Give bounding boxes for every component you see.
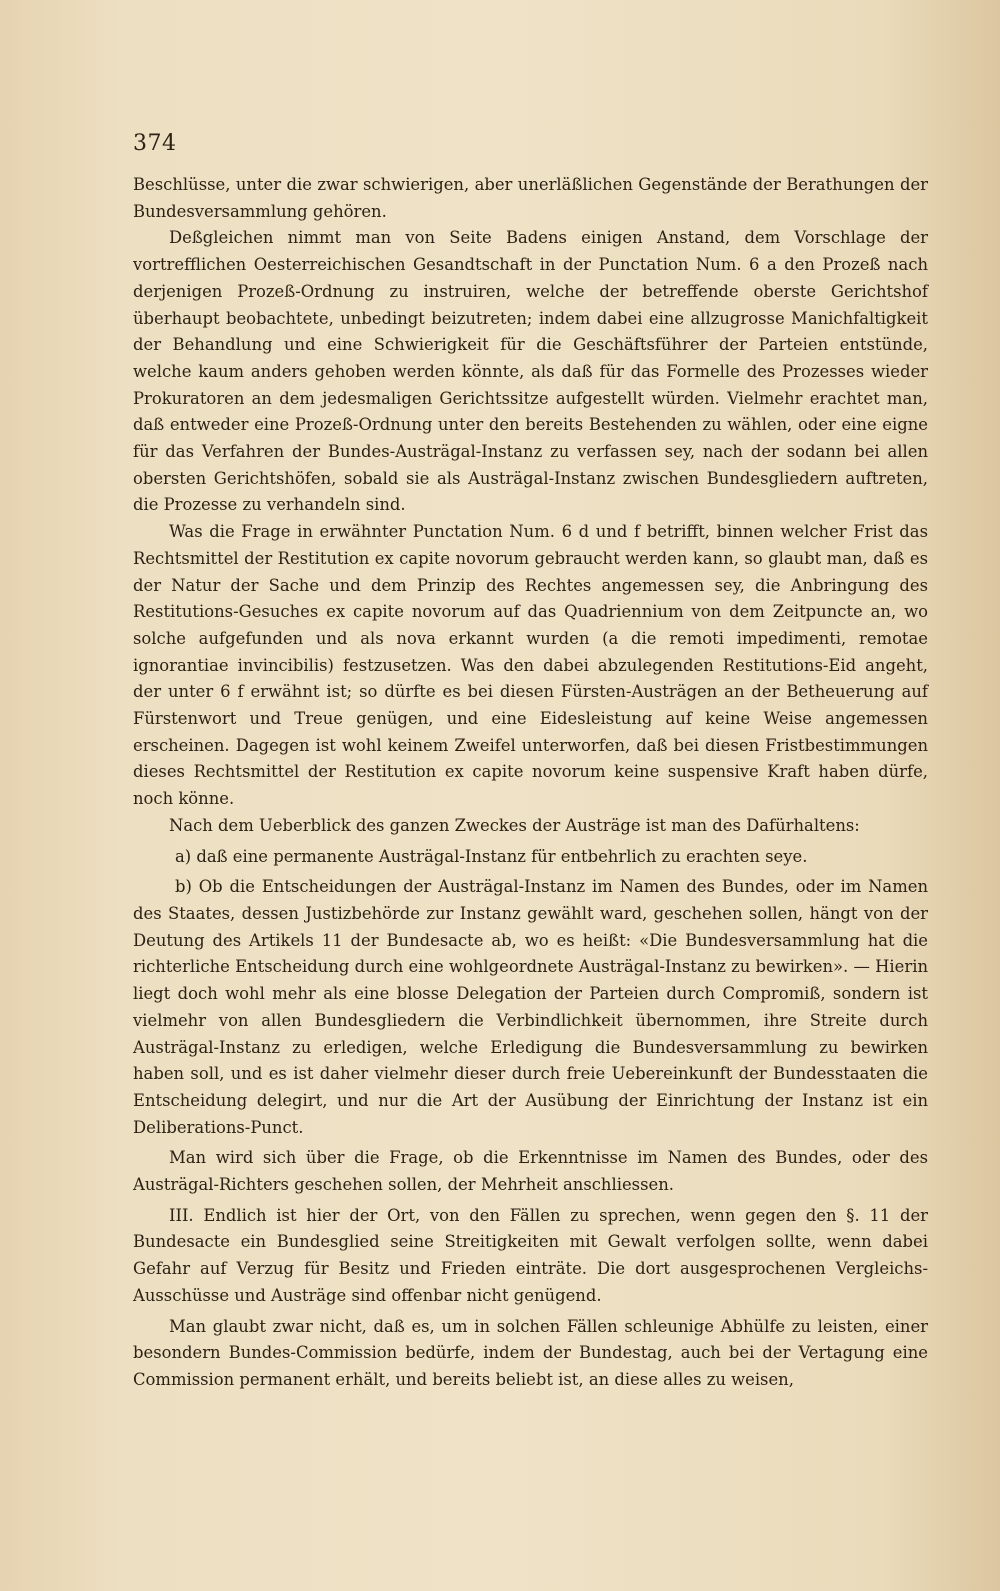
paragraph-decisions: Man wird sich über die Frage, ob die Erkenntnisse im Namen des Bundes, oder des Austrägal-Richters geschehen sollen, der Mehrheit anschliessen. [133,1148,928,1195]
paragraph-section-iii: III. Endlich ist hier der Ort, von den Fällen zu sprechen, wenn gegen den §. 11 der Bundesacte ein Bundesglied seine Streitigkeiten mit Gewalt verfolgen sollte, wenn dabei Gefahr auf Verzug für Besitz und Frieden einträte. Die dort ausgesprochenen Vergleichs-Ausschüsse und Austräge sind offenbar nicht genügend. [133,1205,928,1305]
list-item-a: a) daß eine permanente Austrägal-Instanz für entbehrlich zu erachten seye. [175,846,808,866]
paragraph-continuation: Beschlüsse, unter die zwar schwierigen, aber unerläßlichen Gegenstände der Berathungen der Bundesversammlung gehören. [133,175,928,221]
paragraph-overview: Nach dem Ueberblick des ganzen Zweckes der Austräge ist man des Dafürhaltens: [169,815,860,835]
page-number: 374 [133,131,177,156]
paragraph-restitution: Was die Frage in erwähnter Punctation Num. 6 d und f betrifft, binnen welcher Frist das Rechtsmittel der Restitution ex capite novorum gebraucht werden kann, so glaubt man, daß es der Natur der Sache und dem Prinzip des Rechtes angemessen sey, die Anbringung des Restitutions-Gesuches ex capite novorum auf das Quadriennium von dem Zeitpuncte an, wo solche aufgefunden und als nova erkannt wurden (a die remoti impedimenti, remotae ignorantiae invincibilis) festzusetzen. Was den dabei abzulegenden Restitutions-Eid angeht, der unter 6 f erwähnt ist; so dürfte es bei diesen Fürsten-Austrägen an der Betheuerung auf Fürstenwort und Treue genügen, und eine Eidesleistung auf keine Weise angemessen erscheinen. Dagegen ist wohl keinem Zweifel unterworfen, daß bei diesen Fristbestimmungen dieses Rechtsmittel der Restitution ex capite novorum keine suspensive Kraft haben dürfe, noch könne. [133,522,928,809]
list-item-b: b) Ob die Entscheidungen der Austrägal-Instanz im Namen des Bundes, oder im Namen des Staates, dessen Justizbehörde zur Instanz gewählt ward, geschehen sollen, hängt von der Deutung des Artikels 11 der Bundesacte ab, wo es heißt: «Die Bundesversammlung hat die richterliche Entscheidung durch eine wohlgeordnete Austrägal-Instanz zu bewirken». — Hierin liegt doch wohl mehr als eine blosse Delegation der Parteien durch Compromiß, sondern ist vielmehr von allen Bundesgliedern die Verbindlichkeit übernommen, ihre Streite durch Austrägal-Instanz zu erledigen, welche Erledigung die Bundesversammlung zu bewirken haben soll, und es ist daher vielmehr dieser durch freie Uebereinkunft der Bundesstaaten die Entscheidung delegirt, und nur die Art der Ausübung der Einrichtung der Instanz ist ein Deliberations-Punct. [133,877,928,1137]
paragraph-procedure: Deßgleichen nimmt man von Seite Badens einigen Anstand, dem Vorschlage der vortrefflichen Oesterreichischen Gesandtschaft in der Punctation Num. 6 a den Prozeß nach derjenigen Prozeß-Ordnung zu instruiren, welche der betreffende oberste Gerichtshof überhaupt beobachtete, unbedingt beizutreten; indem dabei eine allzugrosse Manichfaltigkeit der Behandlung und eine Schwierigkeit für die Geschäftsführer der Parteien entstünde, welche kaum anders gehoben werden könnte, als daß für das Formelle des Prozesses wieder Prokuratoren an dem jedesmaligen Gerichtssitze aufgestellt würden. Vielmehr erachtet man, daß entweder eine Prozeß-Ordnung unter den bereits Bestehenden zu wählen, oder eine eigne für das Verfahren der Bundes-Austrägal-Instanz zu verfassen sey, nach der sodann bei allen obersten Gerichtshöfen, sobald sie als Austrägal-Instanz zwischen Bundesgliedern auftreten, die Prozesse zu verhandeln sind. [133,228,928,515]
paragraph-commission: Man glaubt zwar nicht, daß es, um in solchen Fällen schleunige Abhülfe zu leisten, einer besondern Bundes-Commission bedürfe, indem der Bundestag, auch bei der Vertagung eine Commission permanent erhält, und bereits beliebt ist, an diese alles zu weisen, [133,1316,928,1389]
body-text [133,172,928,1394]
